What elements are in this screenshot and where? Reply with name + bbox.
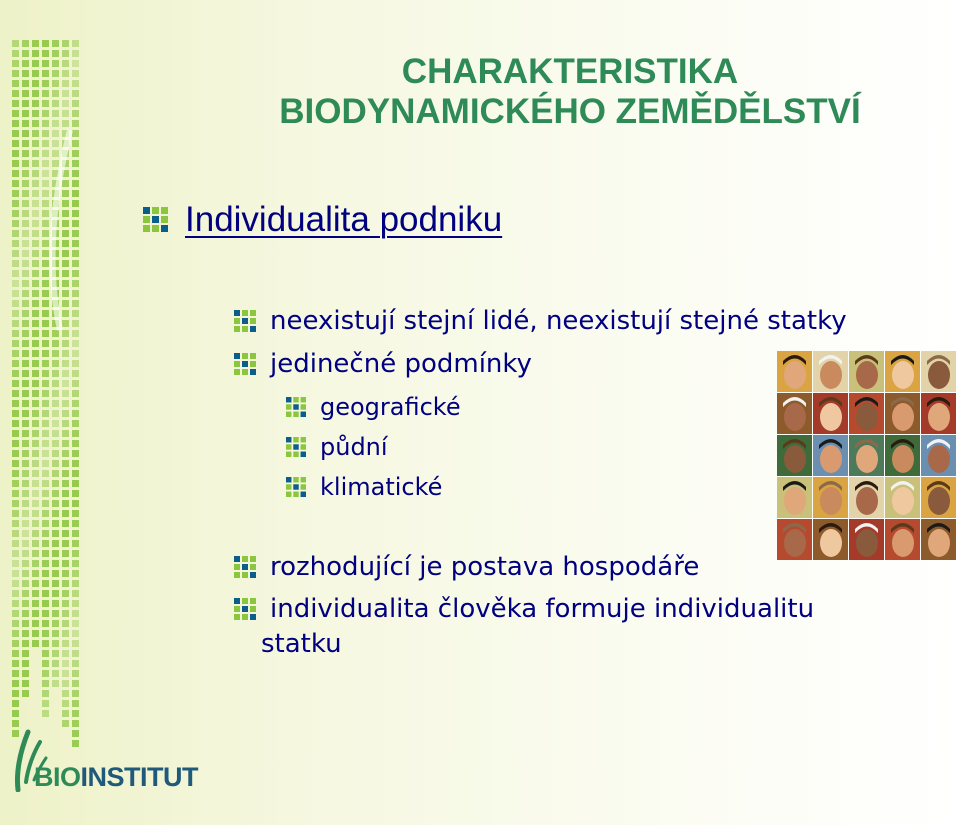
bullet-grid-icon [286,477,306,497]
title-line-1: CHARAKTERISTIKA [401,52,739,91]
heading-bullet [143,200,502,240]
list-item-text: individualita člověka formuje individualitu [270,594,815,624]
list-item [234,594,814,624]
title-line-2: BIODYNAMICKÉHO ZEMĚDĚLSTVÍ [279,92,861,131]
slide-title [200,52,940,132]
list-item-text: neexistují stejní lidé, neexistují stejné statky [270,306,847,336]
sub-list-item [286,393,461,421]
list-item [234,349,532,379]
logo-suffix: INSTITUT [80,762,199,792]
bullet-grid-icon [234,353,256,375]
bioinstitut-logo [34,762,198,793]
bullet-grid-icon [234,310,256,332]
list-item-text: jedinečné podmínky [270,349,532,379]
decorative-grid-sidebar [0,0,120,760]
sub-list-item-text: klimatické [320,473,443,501]
heading-text: Individualita podniku [185,200,503,239]
bullet-grid-icon [234,598,256,620]
bullet-grid-icon [286,397,306,417]
bullet-grid-icon [234,556,256,578]
logo-prefix: BIO [34,762,81,792]
bullet-grid-icon [143,207,169,233]
bullet-grid-icon [286,437,306,457]
sub-list-item [286,433,388,461]
list-item-text: rozhodující je postava hospodáře [270,552,700,582]
sub-list-item-text: půdní [320,433,388,461]
sub-list-item-text: geografické [320,393,461,421]
list-item-text-continued: statku [261,629,342,659]
sub-list-item [286,473,442,501]
list-item [234,306,847,336]
portrait-collage-image [777,351,957,563]
list-item [234,552,699,582]
